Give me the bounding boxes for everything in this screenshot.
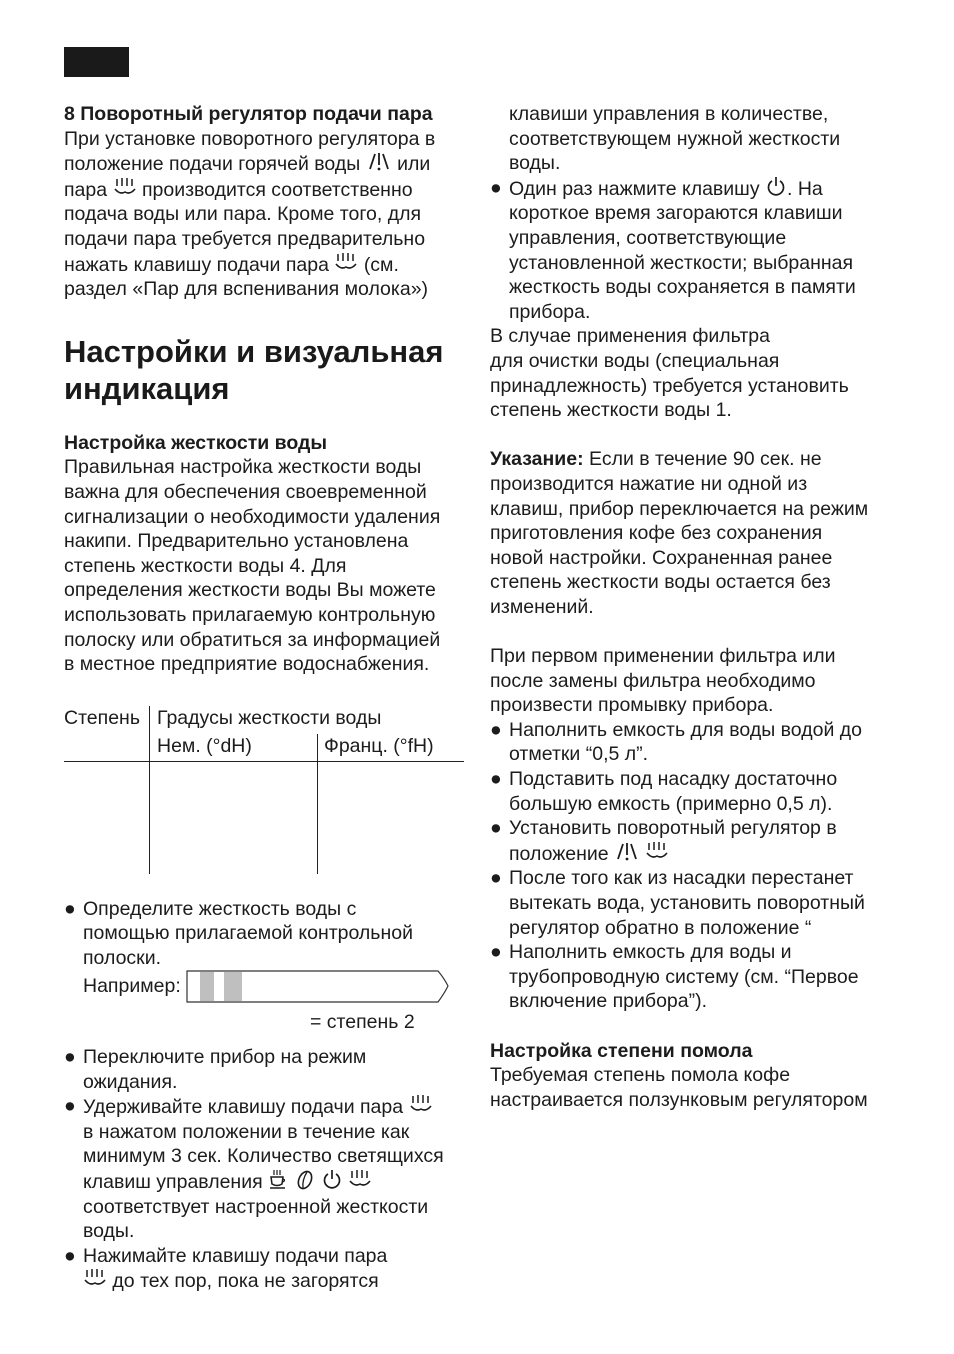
- steam-icon: [645, 841, 669, 863]
- filter-paragraph: В случае применения фильтра для очистки воды (специальная принадлежность) требуется установить степень жесткости воды 1.: [490, 325, 849, 422]
- note-paragraph: Указание: Если в течение 90 сек. не производится нажатие ни одной из клавиш, прибор переключается на режим приготовления кофе без сохранения новой настройки. Сохраненная ранее степень жесткости воды остается без изменений.: [490, 448, 869, 618]
- power-icon: [765, 176, 787, 198]
- list-item: ● После того как из насадки перестанет вытекать вода, установить поворотный регулятор обратно в положение “: [490, 867, 865, 939]
- bean-icon: [294, 1169, 316, 1191]
- section8-line: При установке поворотного регулятора в: [64, 127, 436, 150]
- grind-heading: Настройка степени помола: [490, 1039, 753, 1062]
- steam-icon: [334, 252, 358, 274]
- steam-icon: [83, 1268, 107, 1290]
- hardness-heading: Настройка жесткости воды: [64, 431, 328, 454]
- table-header-de: Нем. (°dH): [150, 734, 318, 762]
- list-item: ● Подставить под насадку достаточно большую емкость (примерно 0,5 л).: [490, 768, 838, 815]
- hardness-table: [64, 706, 464, 874]
- list-item: ● Удерживайте клавишу подачи пара в нажатом положении в течение как минимум 3 сек. Количество светящихся клавиш управления соответствует настроенной жесткости воды.: [64, 1095, 444, 1243]
- right-column: [490, 102, 895, 1112]
- list-item: ● Наполнить емкость для воды водой до отметки “0,5 л”.: [490, 718, 862, 766]
- steam-icon: [348, 1169, 372, 1191]
- grind-paragraph: Требуемая степень помола кофе настраивается ползунковым регулятором: [490, 1064, 868, 1111]
- hot-water-icon: [366, 151, 392, 173]
- power-icon: [321, 1169, 343, 1191]
- hot-water-icon: [614, 841, 640, 863]
- note-label: Указание:: [490, 448, 584, 471]
- strip-result: = степень 2: [310, 1011, 415, 1034]
- list-item: ● Переключите прибор на режим ожидания.: [64, 1046, 367, 1093]
- cup-icon: [268, 1169, 288, 1191]
- section8-line: положение подачи горячей воды: [64, 153, 361, 176]
- page-title: Настройки и визуальная индикация: [64, 333, 444, 406]
- hardness-paragraph: Правильная настройка жесткости воды важна для обеспечения своевременной сигнализации о необходимости удаления накипи. Предварительно установлена степень жесткости воды 4. Для определения жесткости воды Вы можете использовать прилагаемую контрольную полоску или обратиться за информацией в местное предприятие водоснабжения.: [64, 456, 441, 676]
- example-label: Например:: [83, 975, 181, 998]
- table-header-fr: Франц. (°fH): [318, 734, 465, 762]
- table-header-degrees: Градусы жесткости воды: [157, 706, 382, 729]
- list-item-continued: клавиши управления в количестве, соответствующем нужной жесткости воды.: [509, 103, 841, 175]
- steam-icon: [113, 177, 137, 199]
- list-item: ● Один раз нажмите клавишу . На короткое время загораются клавиши управления, соответствующие установленной жесткости; выбранная жесткость воды сохраняется в памяти прибора.: [490, 176, 856, 323]
- section8-heading: 8 Поворотный регулятор подачи пара: [64, 103, 433, 125]
- steam-icon: [409, 1094, 433, 1116]
- test-strip-image: [186, 970, 453, 1002]
- list-item: ● Нажимайте клавишу подачи пара до тех пор, пока не загорятся: [64, 1244, 388, 1293]
- language-tab: [64, 47, 129, 77]
- list-item: ● Установить поворотный регулятор в положение: [490, 817, 837, 865]
- table-header-stage: Степень: [64, 706, 150, 734]
- left-column: 8 Поворотный регулятор подачи пара При установке поворотного регулятора в положение подачи горячей воды или пара производится соответственно подача воды или пара. Кроме того, для подачи пара требуется предварительно нажать клавишу подачи пара (см. раздел «Пар для вспенивания молока») Настройки и визуальная индикация Настройка жесткости воды Правильная настройка жесткости воды важна для обеспечения своевременной сигнализации о необходимости удаления накипи. Предварительно установлена степень жесткости воды 4. Для определения жесткости воды Вы можете использовать прилагаемую контрольную полоску или обратиться за информацией в местное предприятие водоснабжения. Степень Градусы жесткости воды Нем. (°dH) Франц. (°fH) ● Определите жесткость воды с помощью прилагаемой контрольной полоски. Например: = степень 2 ● Переключите прибор на режим ожидания. ● Удерживайте клавишу подачи пара в нажатом положении в течение как минимум 3 сек. Количество светящихся клавиш управления соответствует настроенной жесткости воды. ● Нажимайте клавишу подачи пара до тех пор, пока не загорятся: [64, 102, 464, 1294]
- rinse-intro: При первом применении фильтра или после замены фильтра необходимо произвести промывку прибора.: [490, 645, 836, 717]
- list-item: ● Наполнить емкость для воды и трубопроводную систему (см. “Первое включение прибора”).: [490, 941, 859, 1013]
- list-item: ● Определите жесткость воды с помощью прилагаемой контрольной полоски. Например: = степень 2: [64, 897, 464, 1035]
